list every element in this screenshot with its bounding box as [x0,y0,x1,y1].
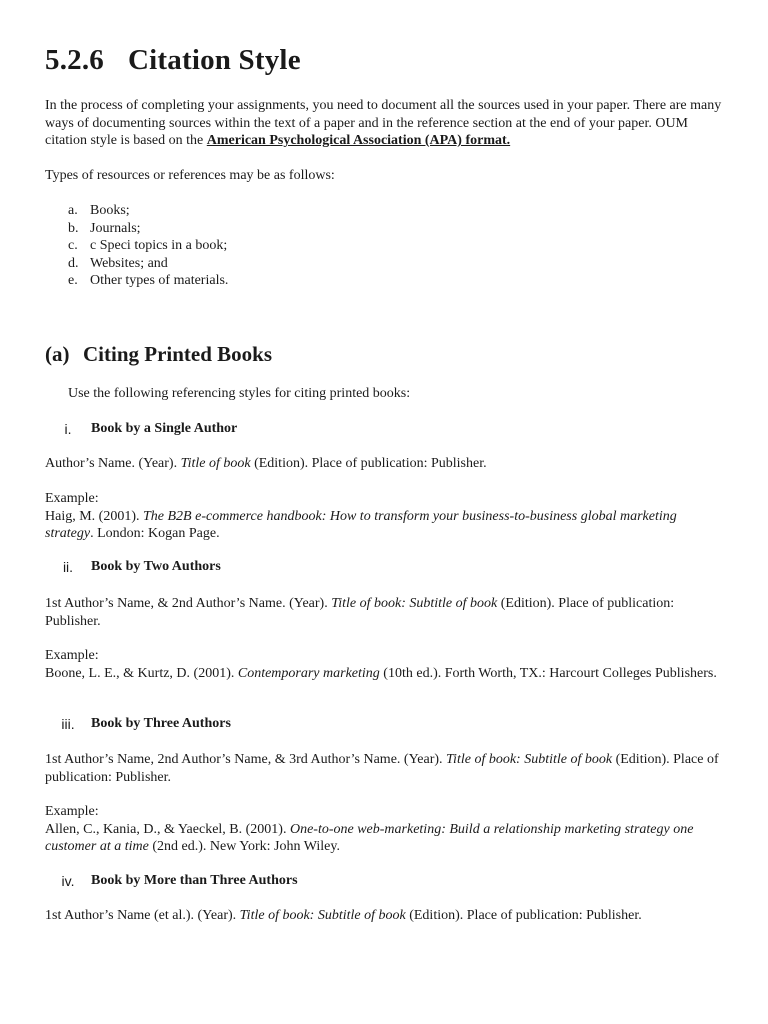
intro-text: In the process of completing your assignments, you need to document all the sources used in your paper. There are many ways of documenting sources within the text of a paper and in the reference section at the end of your paper. OUM citation style is based on the [45,98,722,148]
subsection-heading [45,342,272,367]
section-title: Citation Style [128,44,301,76]
subsection-label: (a) [45,342,70,366]
citation-example [45,490,725,543]
style-heading-text: Book by More than Three Authors [91,873,298,888]
subsection-title: Citing Printed Books [83,342,273,366]
citation-format [45,595,725,630]
example-text: Haig, M. (2001). [45,508,143,524]
format-text-end: (Edition). Place of publication: Publisher. [45,596,675,629]
format-text: 1st Author’s Name, 2nd Author’s Name, & 3rd Author’s Name. (Year). [45,752,447,767]
list-item-label: e. [68,273,78,288]
example-italic: One-to-one web-marketing: Build a relationship marketing strategy one customer at a time [45,821,694,854]
citation-example [45,803,725,856]
list-item-label: c. [68,238,78,253]
citation-format [45,455,725,473]
types-intro: Types of resources or references may be as follows: [45,168,335,183]
example-label: Example: [45,804,99,819]
format-text: 1st Author’s Name (et al.). (Year). [45,908,240,923]
roman-numeral: ii. [62,559,74,575]
example-text-end: . London: Kogan Page. [90,526,220,541]
apa-format-link[interactable]: American Psychological Association (APA) format. [206,133,511,148]
roman-numeral: iv. [61,873,75,889]
list-item-text: Journals; [90,220,141,236]
subsection-intro: Use the following referencing styles for citing printed books: [68,386,411,401]
roman-numeral: i. [64,421,72,437]
list-item-label: d. [68,255,79,271]
roman-numeral: iii. [61,716,75,732]
list-item-text: Websites; and [90,255,168,271]
style-heading-text: Book by Three Authors [91,716,231,731]
list-item [68,202,228,220]
list-item-label: b. [68,220,79,236]
list-item [68,220,228,238]
list-item [68,272,228,290]
format-italic: Title of book: Subtitle of book [239,908,406,923]
format-italic: Title of book: Subtitle of book [331,596,498,611]
format-text-end: (Edition). Place of publication: Publisher. [45,752,719,785]
list-item [68,237,228,255]
example-italic: Contemporary marketing [237,665,380,681]
example-text-end: (10th ed.). Forth Worth, TX.: Harcourt Colleges Publishers. [379,665,717,681]
style-heading-text: Book by a Single Author [91,421,238,436]
example-label: Example: [45,648,99,663]
example-italic: The B2B e-commerce handbook: How to transform your business-to-business global marketing strategy [45,508,677,541]
list-item-text: Books; [90,203,130,218]
format-text: 1st Author’s Name, & 2nd Author’s Name. (Year). [45,596,332,611]
citation-format [45,907,725,925]
intro-paragraph [45,97,725,150]
format-text: Author’s Name. (Year). [45,456,181,471]
section-number: 5.2.6 [45,44,104,76]
example-text: Allen, C., Kania, D., & Yaeckel, B. (2001). [45,821,290,837]
list-item [68,255,228,273]
style-heading-more-authors [45,873,298,889]
example-text: Boone, L. E., & Kurtz, D. (2001). [45,665,238,681]
format-text-end: (Edition). Place of publication: Publisher. [405,908,642,923]
resource-types-list [68,202,228,290]
citation-example [45,647,725,682]
style-heading-three-authors [45,716,231,732]
format-italic: Title of book [180,456,251,471]
format-text-end: (Edition). Place of publication: Publisher. [250,456,487,471]
style-heading-text: Book by Two Authors [91,559,221,574]
citation-format [45,751,725,786]
section-heading [45,44,301,77]
list-item-text: c Speci topics in a book; [90,238,228,253]
format-italic: Title of book: Subtitle of book [446,752,613,767]
example-label: Example: [45,491,99,506]
example-text-end: (2nd ed.). New York: John Wiley. [148,839,340,854]
list-item-label: a. [68,203,78,218]
style-heading-two-authors [45,559,221,575]
style-heading-single-author [45,421,237,437]
list-item-text: Other types of materials. [90,273,229,288]
